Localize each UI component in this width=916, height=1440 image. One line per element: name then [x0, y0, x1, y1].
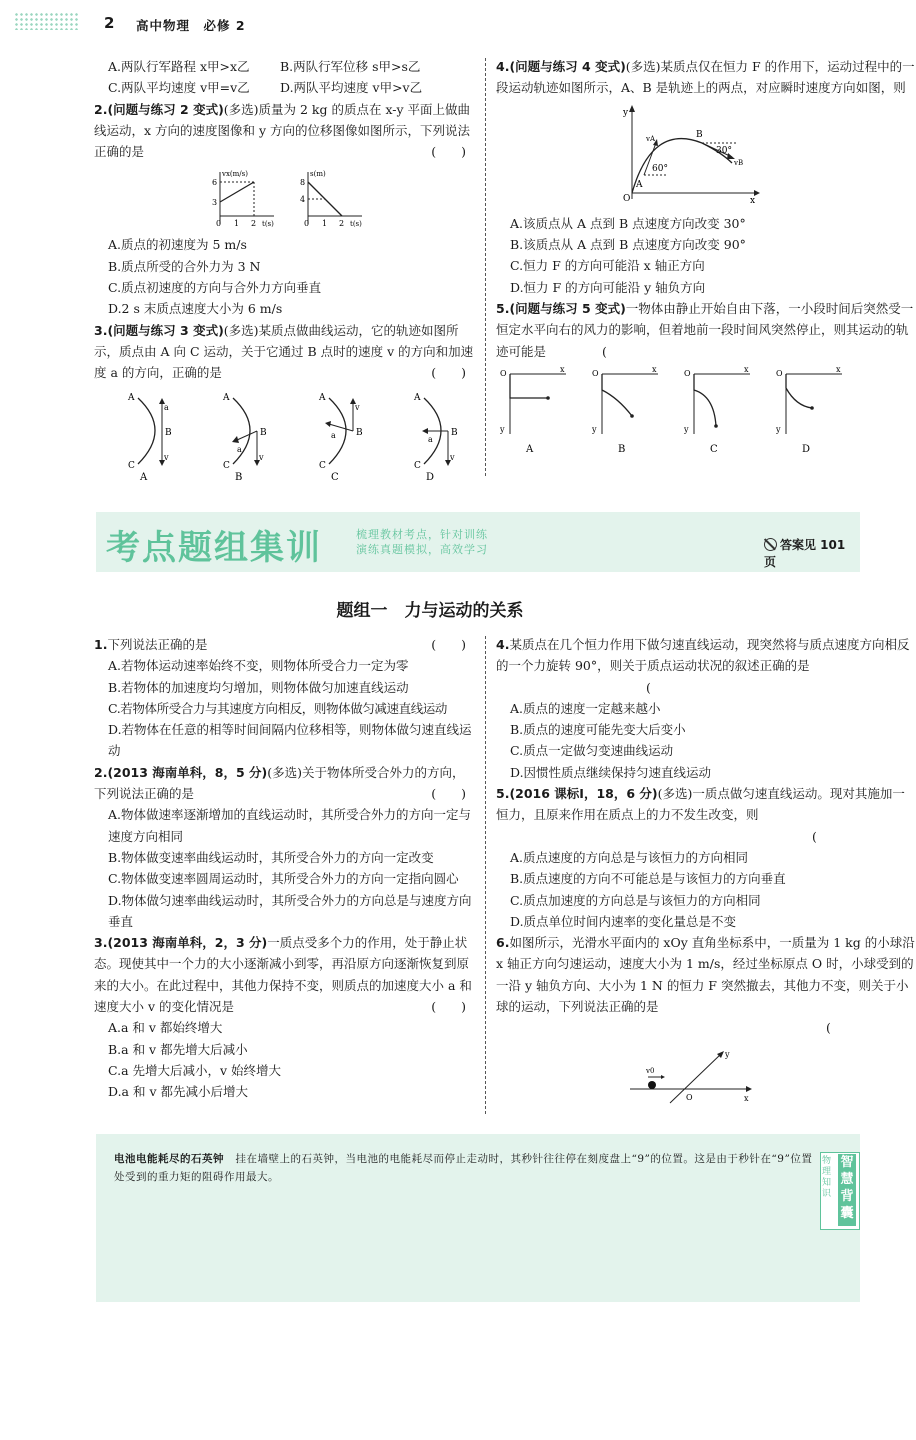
q2-vx-graph [206, 168, 278, 228]
q3d-label-b: B [451, 427, 458, 438]
column-divider-bottom [485, 636, 486, 1114]
question-3 [94, 320, 476, 384]
q4t-angle-60: 60° [652, 163, 668, 174]
q5t-figure-b [588, 364, 662, 456]
q4t-option-c: C.恒力 F 的方向可能沿 x 轴正方向 [510, 258, 705, 274]
q5t-fig-label-a: A [526, 443, 534, 455]
b-q1-text: 下列说法正确的是 [107, 637, 208, 652]
q4t-tag: (问题与练习 4 变式) [509, 59, 626, 74]
q5d-label-o: O [776, 368, 783, 378]
q4t-label-vb: vB [734, 158, 744, 167]
q2-s-graph [294, 168, 366, 228]
question-5-top [496, 298, 916, 362]
q5t-fig-label-c: C [710, 443, 718, 455]
q3c-label-b: B [355, 427, 363, 438]
b-q6-label-x: x [744, 1093, 749, 1103]
b-q2-option-b: B.物体做变速率曲线运动时，其所受合外力的方向一定改变 [108, 849, 434, 865]
q2-g2-ytick-4: 4 [300, 195, 306, 205]
answer-reference [764, 536, 860, 570]
q5t-fig-label-b: B [618, 443, 626, 455]
book-title: 高中物理 必修 2 [136, 18, 246, 33]
header-decoration [14, 12, 80, 30]
b-q5-tag: (2016 课标Ⅰ，18，6 分) [509, 786, 658, 802]
answer-icon [764, 538, 777, 551]
q2-g2-xtick-0: 0 [304, 219, 310, 229]
q3a-label-vel: v [163, 452, 169, 462]
b-q2-answer-paren: ( ) [431, 786, 466, 802]
q1-option-d: D.两队平均速度 v甲>v乙 [280, 80, 423, 96]
q5a-label-x: x [560, 364, 565, 374]
b-q3-option-c: C.a 先增大后减小，v 始终增大 [108, 1062, 282, 1078]
q3-figure-a [102, 390, 182, 482]
banner-title: 考点题组集训 [106, 528, 322, 568]
q4t-option-d: D.恒力 F 的方向可能沿 y 轴负方向 [510, 279, 706, 295]
q5t-figures [496, 364, 860, 456]
q4t-text: (多选)某质点仅在恒力 F 的作用下，运动过程中的一段运动轨迹如图所示，A、B 是轨迹上的两点，对应瞬时速度方向如图，则 [496, 59, 915, 96]
q5t-tag: (问题与练习 5 变式) [509, 301, 626, 317]
b-q6-figure [626, 1045, 756, 1107]
b-q5-option-a: A.质点速度的方向总是与该恒力的方向相同 [510, 849, 749, 865]
q3d-label-vel: v [450, 452, 455, 462]
b-q4-number: 4. [496, 637, 510, 652]
q5t-figure-d [772, 364, 846, 456]
q4t-number: 4. [496, 59, 510, 74]
banner-subtitle-1: 梳理教材考点，针对训练 [356, 528, 488, 541]
q3b-label-b: B [260, 427, 267, 438]
b-q5-option-d: D.质点单位时间内速率的变化量总是不变 [510, 913, 737, 929]
b-q3-option-b: B.a 和 v 都先增大后减小 [108, 1041, 248, 1057]
b-q2-option-d: D.物体做匀速率曲线运动时，其所受合外力的方向总是与速度方向垂直 [108, 892, 472, 929]
q3d-label-acc: a [428, 434, 434, 444]
b-q4-text: 某质点在几个恒力作用下做匀速直线运动，现突然将与质点速度方向相反的一个力旋转 90°，则关于质点运动状况的叙述正确的是 [496, 637, 910, 674]
b-q4-answer-paren: ( [646, 679, 651, 695]
q4t-label-x: x [750, 195, 756, 206]
q3a-label-b: B [164, 427, 172, 438]
b-q3-option-a: A.a 和 v 都始终增大 [108, 1020, 223, 1036]
q2-g2-xtick-2: 2 [339, 219, 345, 229]
b-q2-option-a: A.物体做速率逐渐增加的直线运动时，其所受合外力的方向一定与速度方向相同 [108, 807, 472, 844]
tip-badge-big: 智慧背囊 [838, 1154, 856, 1226]
b-q1-number: 1. [94, 637, 108, 652]
q4t-option-b: B.该质点从 A 点到 B 点速度方向改变 90° [510, 237, 746, 253]
b-q3-number: 3. [94, 935, 108, 951]
q2-answer-paren: ( ) [431, 144, 466, 160]
q5t-figure-c [680, 364, 754, 456]
b-q3-tag: (2013 海南单科，2，3 分) [107, 935, 268, 951]
b-q6-number: 6. [496, 935, 510, 951]
b-question-1 [94, 634, 476, 655]
bottom-left-column [94, 634, 476, 1103]
b-q1-option-a: A.若物体运动速率始终不变，则物体所受合力一定为零 [108, 658, 409, 674]
q3b-label-a: A [223, 392, 230, 403]
question-4-top [496, 56, 916, 99]
q2-g1-ylabel: vx(m/s) [222, 170, 248, 179]
q1-option-a: A.两队行军路程 x甲>x乙 [108, 59, 250, 74]
b-q4-option-a: A.质点的速度一定越来越小 [510, 700, 661, 716]
q5b-label-x: x [652, 364, 657, 374]
b-q5-answer-paren: ( [812, 828, 817, 844]
q2-g2-xtick-1: 1 [322, 219, 328, 229]
b-q3-option-d: D.a 和 v 都先减小后增大 [108, 1084, 248, 1100]
q3-text: (多选)某质点做曲线运动，它的轨迹如图所示，质点由 A 向 C 运动，关于它通过 B 点时的速度 v 的方向和加速度 a 的方向，正确的是 [94, 322, 474, 381]
q3c-label-a: A [318, 392, 326, 403]
b-q3-answer-paren: ( ) [431, 999, 466, 1015]
column-divider-top [485, 58, 486, 476]
q2-g1-xtick-1: 1 [234, 219, 240, 229]
q2-option-c: C.质点初速度的方向与合外力方向垂直 [108, 280, 322, 296]
section-title: 题组一 力与运动的关系 [336, 601, 524, 621]
b-q6-figure-wrap [496, 1045, 860, 1113]
q3-figures [94, 390, 476, 482]
b-q6-label-v0: v0 [646, 1066, 655, 1075]
q4t-figure-wrap [496, 103, 860, 209]
q2-g1-ytick-6: 6 [212, 178, 218, 188]
q5d-label-x: x [836, 364, 841, 374]
q5t-figure-a [496, 364, 570, 456]
q3-answer-paren: ( ) [431, 365, 466, 381]
q3-fig-label-a: A [139, 471, 147, 483]
q3-figure-d [388, 390, 468, 482]
b-q5-number: 5. [496, 786, 510, 802]
q2-g1-ytick-3: 3 [212, 198, 218, 208]
b-q3-text: 一质点受多个力的作用，处于静止状态。现使其中一个力的大小逐渐减小到零，再沿原方向逐渐恢复到原来的大小。在此过程中，其他力保持不变，则质点的加速度大小 a 和速度大小 v 的变化情况是 [94, 935, 472, 1015]
b-q2-text: (多选)关于物体所受合外力的方向，下列说法正确的是 [94, 764, 465, 802]
q3c-label-vel: v [354, 402, 360, 412]
tip-body: 挂在墙壁上的石英钟，当电池的电能耗尽而停止走动时，其秒针往往停在刻度盘上“9”的位置。这是由于秒针在“9”位置处受到的重力矩的阻碍作用最大。 [114, 1153, 813, 1183]
q2-number: 2. [94, 101, 108, 117]
q5a-label-y: y [500, 424, 505, 434]
q3c-label-c: C [318, 460, 326, 471]
b-q5-option-b: B.质点速度的方向不可能总是与该恒力的方向垂直 [510, 871, 786, 887]
question-2 [94, 99, 476, 163]
q3b-label-acc: a [237, 444, 243, 454]
b-q1-answer-paren: ( ) [431, 637, 466, 652]
q2-figures [94, 168, 476, 228]
tip-title: 电池电能耗尽的石英钟 [114, 1153, 224, 1165]
q5a-label-o: O [500, 368, 507, 378]
b-q2-number: 2. [94, 764, 108, 780]
b-q4-option-b: B.质点的速度可能先变大后变小 [510, 722, 686, 738]
page-number: 2 [104, 14, 115, 32]
b-q2-option-c: C.物体做变速率圆周运动时，其所受合外力的方向一定指向圆心 [108, 871, 459, 887]
q3-tag: (问题与练习 3 变式) [107, 322, 224, 338]
q4t-label-y: y [623, 107, 629, 118]
q2-text: (多选)质量为 2 kg 的质点在 x-y 平面上做曲线运动，x 方向的速度图像和 y 方向的位移图像如图所示，下列说法正确的是 [94, 101, 471, 160]
b-q6-text: 如图所示，光滑水平面内的 xOy 直角坐标系中，一质量为 1 kg 的小球沿 x 轴正方向匀速运动，速度大小为 1 m/s，经过坐标原点 O 时，小球受到的一沿 y 轴负方向、大小为 1 N 的恒力 F 突然撤去，其他力不变，则关于小球的运动，下列说法正确的是 [496, 935, 915, 1015]
q5b-label-y: y [592, 424, 597, 434]
q2-option-b: B.质点所受的合外力为 3 N [108, 258, 261, 274]
q5c-label-x: x [744, 364, 749, 374]
b-question-2 [94, 762, 476, 805]
q3a-label-acc: a [163, 402, 169, 412]
q4t-angle-30: 30° [716, 145, 732, 156]
b-q1-option-b: B.若物体的加速度均匀增加，则物体做匀加速直线运动 [108, 679, 409, 695]
q2-g1-xlabel: t(s) [262, 220, 274, 229]
q3-number: 3. [94, 322, 108, 338]
q5c-label-o: O [684, 368, 691, 378]
banner-subtitle-2: 演练真题模拟，高效学习 [356, 543, 488, 556]
q4t-label-o: O [623, 193, 631, 204]
q3-fig-label-d: D [426, 471, 435, 483]
q5c-label-y: y [684, 424, 689, 434]
q5b-label-o: O [592, 368, 599, 378]
q3a-label-a: A [127, 392, 135, 403]
q2-g2-xlabel: t(s) [350, 220, 362, 229]
q4t-label-b: B [696, 129, 703, 140]
q1-option-c: C.两队平均速度 v甲=v乙 [108, 80, 250, 96]
q4t-figure [622, 103, 762, 206]
q3d-label-c: C [414, 460, 422, 471]
q3c-label-acc: a [330, 430, 336, 440]
q2-tag: (问题与练习 2 变式) [107, 101, 224, 117]
q1-options-row2 [94, 77, 476, 98]
q3a-label-c: C [127, 460, 135, 471]
tip-badge-small: 物理知识 [822, 1156, 832, 1199]
b-q2-tag: (2013 海南单科，8，5 分) [107, 764, 268, 780]
b-q1-option-d: D.若物体在任意的相等时间间隔内位移相等，则物体做匀速直线运动 [108, 722, 472, 759]
q3-figure-b [197, 390, 277, 482]
q3b-label-c: C [223, 460, 231, 471]
q3d-label-a: A [414, 392, 421, 403]
q3b-label-vel: v [259, 452, 264, 462]
b-question-6 [496, 932, 916, 1017]
q2-option-d: D.2 s 末质点速度大小为 6 m/s [108, 301, 283, 317]
q2-g1-xtick-0: 0 [216, 219, 222, 229]
q3-figure-c [293, 390, 373, 482]
top-left-column [94, 56, 476, 488]
b-question-3 [94, 932, 476, 1017]
b-question-5 [496, 783, 916, 826]
b-q1-option-c: C.若物体所受合力与其速度方向相反，则物体做匀减速直线运动 [108, 700, 447, 716]
q5t-answer-paren: ( [602, 343, 607, 359]
q2-g2-ylabel: s(m) [310, 170, 326, 179]
b-q6-label-y: y [725, 1049, 730, 1059]
top-right-column [496, 56, 915, 462]
answer-reference-text: 答案见 101 页 [764, 538, 846, 569]
q4t-label-a: A [636, 179, 643, 190]
b-q6-label-o: O [686, 1092, 693, 1102]
b-q5-option-c: C.质点加速度的方向总是与该恒力的方向相同 [510, 892, 761, 908]
q2-option-a: A.质点的初速度为 5 m/s [108, 237, 247, 253]
q3-fig-label-c: C [330, 471, 339, 483]
q2-g2-ytick-8: 8 [300, 178, 306, 188]
q4t-label-va: vA [646, 134, 656, 143]
q1-options-row1 [94, 56, 476, 77]
b-q6-answer-paren: ( [826, 1020, 831, 1036]
b-question-4 [496, 634, 916, 698]
q5d-label-y: y [776, 424, 781, 434]
b-q4-option-c: C.质点一定做匀变速曲线运动 [510, 743, 674, 759]
q2-g1-xtick-2: 2 [251, 219, 257, 229]
q3-fig-label-b: B [235, 471, 243, 483]
bottom-right-column [496, 634, 915, 1113]
b-q4-option-d: D.因惯性质点继续保持匀速直线运动 [510, 764, 712, 780]
q5t-text: 一物体由静止开始自由下落，一小段时间后突然受一恒定水平向右的风力的影响，但着地前一段时间风突然停止，则其运动的轨迹可能是 [496, 301, 914, 359]
banner-subtitle [356, 527, 488, 557]
q1-option-b: B.两队行军位移 s甲>s乙 [280, 59, 421, 74]
q5t-number: 5. [496, 301, 510, 317]
tip-content [114, 1150, 814, 1186]
q4t-option-a: A.该质点从 A 点到 B 点速度方向改变 30° [510, 215, 746, 231]
b-q5-text: (多选)一质点做匀速直线运动。现对其施加一恒力，且原来作用在质点上的力不发生改变，则 [496, 786, 905, 823]
q5t-fig-label-d: D [802, 443, 811, 455]
